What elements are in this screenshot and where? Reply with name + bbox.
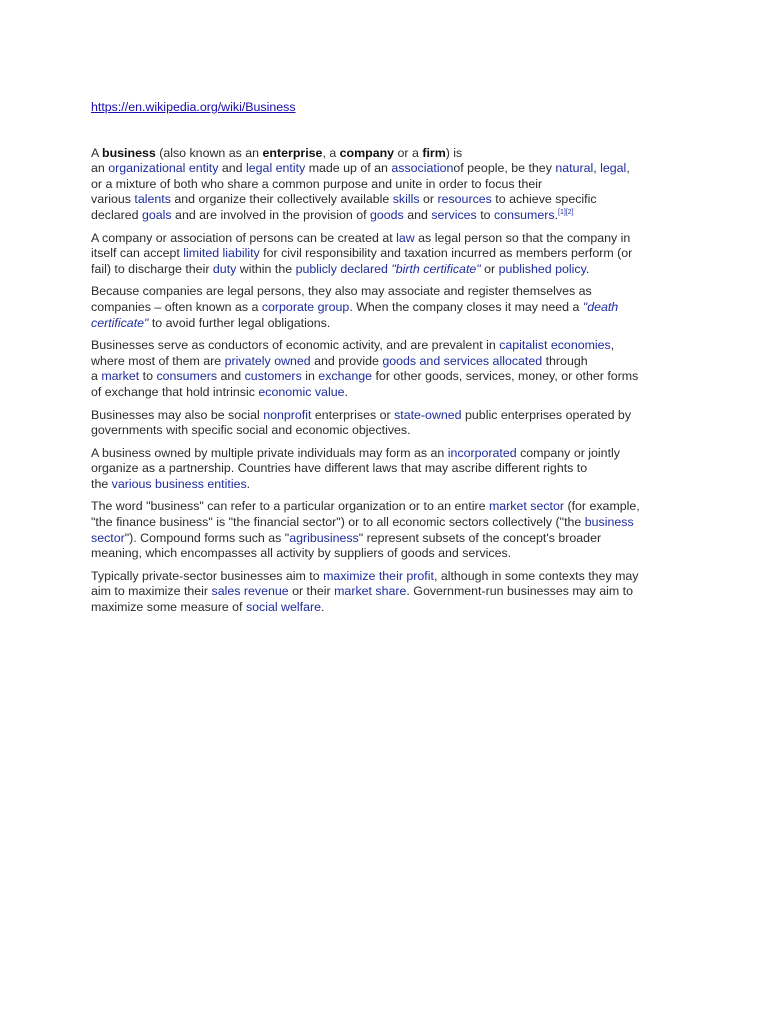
wiki-link[interactable]: organizational entity xyxy=(108,161,219,176)
wiki-link[interactable]: natural xyxy=(555,161,594,176)
wiki-link[interactable]: goods xyxy=(369,207,404,222)
wiki-link[interactable]: goals xyxy=(141,207,172,222)
wiki-link[interactable]: incorporated xyxy=(447,445,517,460)
wiki-link[interactable]: consumers xyxy=(156,369,218,384)
bold-term: company xyxy=(339,145,395,160)
wiki-link[interactable]: association xyxy=(391,161,454,176)
wiki-link[interactable]: services xyxy=(431,207,477,222)
wiki-link[interactable]: economic value xyxy=(258,384,345,399)
article-paragraph: Businesses serve as conductors of economic activity, and are prevalent in capitalist economies, where most of them are privately owned and provide goods and services allocated through a market to consumers and customers in exchange for other goods, services, money, or other forms of exchange that hold intrinsic economic value. xyxy=(91,338,639,399)
bold-term: firm xyxy=(422,145,446,160)
wiki-link[interactable]: market sector xyxy=(488,499,564,514)
article-body xyxy=(91,146,677,616)
article-paragraph: Businesses may also be social nonprofit enterprises or state-owned public enterprises operated by governments with specific social and economic objectives. xyxy=(91,407,632,438)
wiki-link[interactable]: limited liability xyxy=(183,246,260,261)
wiki-link[interactable]: published policy xyxy=(498,261,586,276)
wiki-link[interactable]: agribusiness xyxy=(289,530,359,545)
wiki-link[interactable]: goods and services allocated xyxy=(382,353,543,368)
wiki-link[interactable]: state-owned xyxy=(394,407,462,422)
wiki-link[interactable]: exchange xyxy=(318,369,373,384)
article-paragraph: The word "business" can refer to a particular organization or to an entire market sector (for example, "the finance business" is "the financial sector") or to all economic sectors collectively ("the business sector"). Compound forms such as "agribusiness" represent subsets of the concept's broader meaning, which encompasses all activity by suppliers of goods and services. xyxy=(91,499,640,561)
wiki-link[interactable]: "birth certificate" xyxy=(391,261,481,276)
wiki-link[interactable]: sales revenue xyxy=(211,584,289,599)
wiki-link[interactable]: duty xyxy=(212,261,237,276)
wiki-link[interactable]: corporate group xyxy=(261,299,350,314)
wiki-link[interactable]: social welfare xyxy=(245,600,322,615)
wiki-link[interactable]: maximize their profit xyxy=(323,568,434,583)
wiki-link[interactable]: "death certificate" xyxy=(91,299,619,330)
wiki-link[interactable]: consumers xyxy=(493,207,555,222)
wiki-link[interactable]: nonprofit xyxy=(263,407,312,422)
article-paragraph: Because companies are legal persons, they also may associate and register themselves as companies – often known as a corporate group. When the company closes it may need a "death certificate" to avoid further legal obligations. xyxy=(91,284,619,330)
wiki-link[interactable]: talents xyxy=(134,192,171,207)
wiki-link[interactable]: various business entities xyxy=(111,476,247,491)
article-paragraph: A business owned by multiple private individuals may form as an incorporated company or jointly organize as a partnership. Countries have different laws that may ascribe different rights to the various business entities. xyxy=(91,445,620,491)
wiki-link[interactable]: legal entity xyxy=(246,161,306,176)
bold-term: business xyxy=(102,145,156,160)
citation-ref[interactable]: [1][2] xyxy=(558,208,574,216)
wiki-link[interactable]: skills xyxy=(392,192,420,207)
wiki-link[interactable]: capitalist economies xyxy=(499,338,611,353)
wiki-link[interactable]: law xyxy=(396,230,415,245)
wiki-link[interactable]: market share xyxy=(334,584,407,599)
wiki-link[interactable]: privately owned xyxy=(224,353,311,368)
wiki-link[interactable]: customers xyxy=(244,369,302,384)
bold-term: enterprise xyxy=(262,145,323,160)
wiki-link[interactable]: publicly declared xyxy=(295,261,388,276)
document-page xyxy=(91,100,677,623)
article-paragraph: Typically private-sector businesses aim to maximize their profit, although in some contexts they may aim to maximize their sales revenue or their market share. Government-run businesses may aim to maximize some measure of social welfare. xyxy=(91,568,639,615)
wiki-link[interactable]: business sector xyxy=(91,515,634,545)
article-paragraph: A company or association of persons can be created at law as legal person so that the company in itself can accept limited liability for civil responsibility and taxation incurred as members perform (or fail) to discharge their duty within the publicly declared "birth certificate" or published policy. xyxy=(91,230,633,276)
wiki-link[interactable]: resources xyxy=(437,192,492,207)
wiki-link[interactable]: legal xyxy=(600,161,627,176)
source-url-link[interactable]: https://en.wikipedia.org/wiki/Business xyxy=(91,100,296,114)
article-paragraph: A business (also known as an enterprise, a company or a firm) is an organizational entity and legal entity made up of an associationof people, be they natural, legal, or a mixture of both who share a common purpose and unite in order to focus their various talents and organize their collectively available skills or resources to achieve specific declared goals and are involved in the provision of goods and services to consumers.[1][2] xyxy=(91,145,630,222)
wiki-link[interactable]: market xyxy=(101,369,140,384)
